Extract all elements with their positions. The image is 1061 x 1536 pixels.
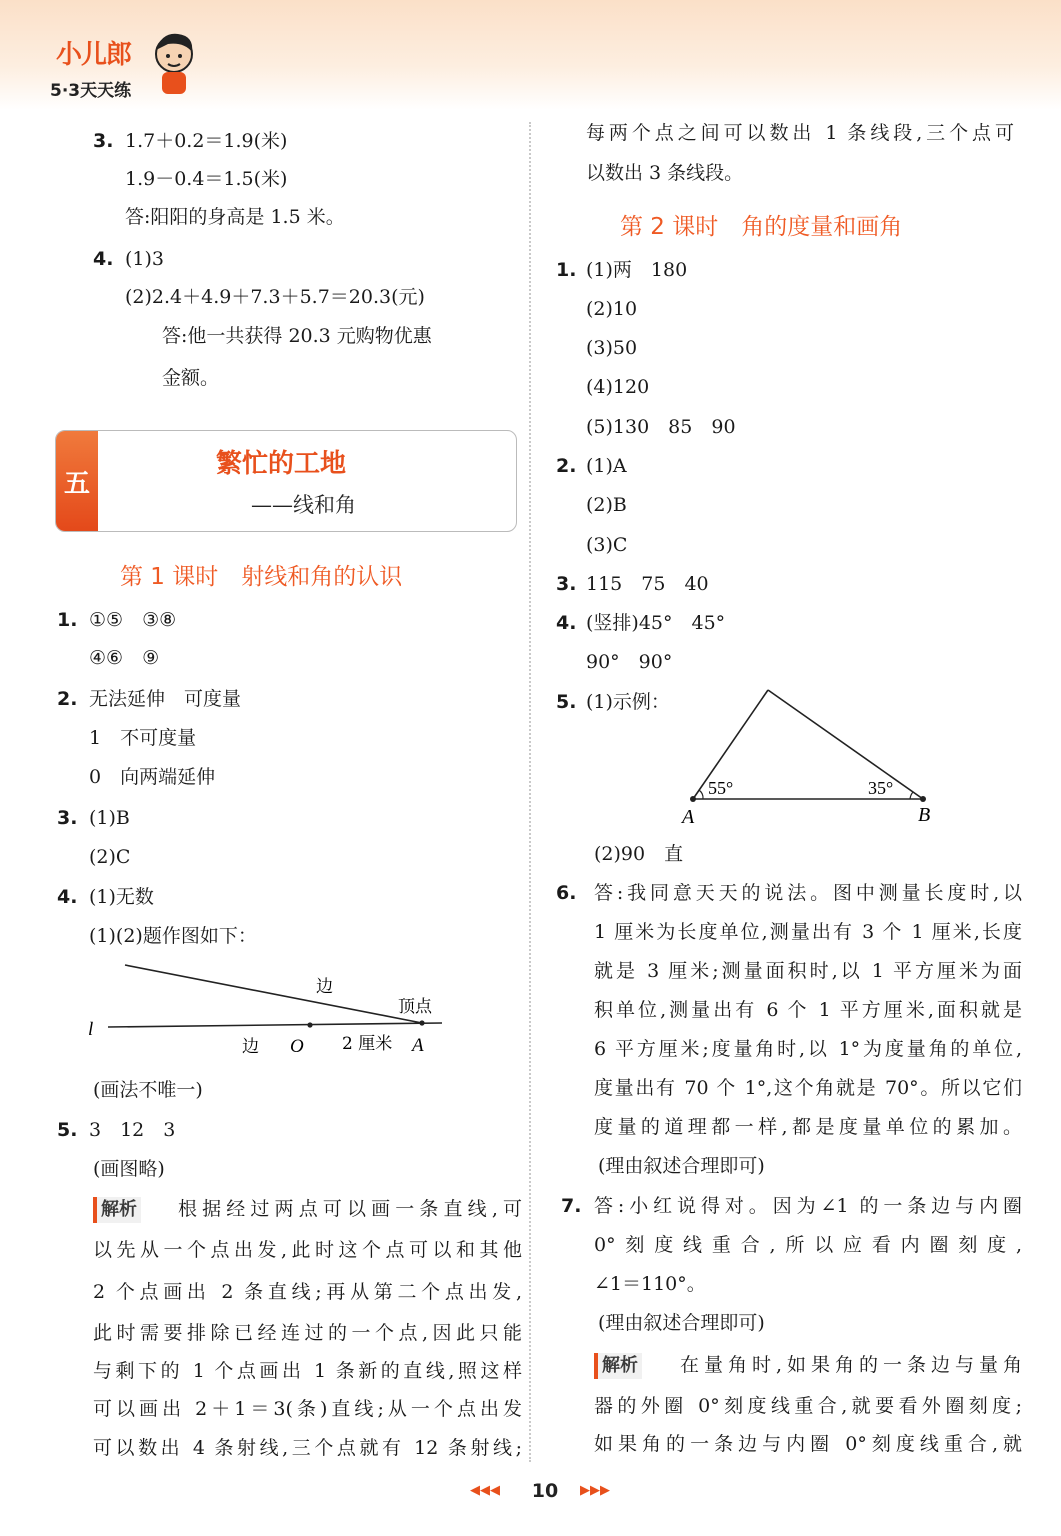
answer-line: (2)B (586, 494, 627, 516)
answer-line: 0 向两端延伸 (89, 766, 216, 788)
answer-note: (理由叙述合理即可) (598, 1312, 765, 1334)
triangle-figure (670, 680, 950, 835)
lesson-heading: 第 1 课时 射线和角的认识 (120, 564, 403, 590)
question-number: 5. (556, 691, 577, 713)
ray-angle-figure (80, 955, 460, 1065)
answer-line: 3 12 3 (89, 1119, 176, 1141)
answer-line: 90° 90° (586, 651, 673, 673)
edge-label: 边 (242, 1037, 259, 1057)
answer-line: 1.9－0.4＝1.5(米) (125, 168, 288, 190)
question-number: 4. (556, 612, 577, 634)
answer-line: 度量出有 70 个 1°,这个角就是 70°。所以它们 (594, 1077, 1022, 1099)
analysis-line: 与剩下的 1 个点画出 1 条新的直线,照这样 (93, 1360, 522, 1382)
answer-line: 0°刻度线重合,所以应看内圈刻度, (594, 1234, 1022, 1256)
answer-line: (4)120 (586, 376, 650, 398)
brand-series: 5·3天天练 (50, 81, 132, 101)
answer-line: (2)2.4＋4.9＋7.3＋5.7＝20.3(元) (125, 286, 425, 308)
question-number: 5. (57, 1119, 78, 1141)
page-arrows-left-icon: ◀◀◀ (470, 1483, 500, 1498)
edge-label: 边 (316, 977, 333, 997)
vertex-a: A (682, 806, 695, 828)
analysis-line: 可以数出 4 条射线,三个点就有 12 条射线; (93, 1437, 522, 1459)
answer-line: 答:小红说得对。因为∠1 的一条边与内圈 (594, 1195, 1022, 1217)
answer-line: 1 不可度量 (89, 727, 197, 749)
analysis-line: 如果角的一条边与内圈 0°刻度线重合,就 (594, 1433, 1022, 1455)
answer-line: (3)50 (586, 337, 638, 359)
question-number: 3. (556, 573, 577, 595)
answer-line: (1)A (586, 455, 627, 477)
page-number: 10 (531, 1480, 559, 1502)
answer-line: (1)(2)题作图如下： (89, 925, 257, 947)
question-number: 3. (93, 130, 114, 152)
answer-line: 答:我同意天天的说法。图中测量长度时,以 (594, 882, 1022, 904)
analysis-tag: 解析 (93, 1197, 141, 1223)
question-number: 6. (556, 882, 577, 904)
answer-note: (理由叙述合理即可) (598, 1155, 765, 1177)
analysis-line: 在量角时,如果角的一条边与量角 (680, 1354, 1022, 1376)
analysis-line: 可以画出 2＋1＝3(条)直线;从一个点出发 (93, 1398, 522, 1420)
vertex-label: 顶点 (398, 997, 432, 1017)
point-label-o: O (290, 1036, 304, 1057)
lesson-heading: 第 2 课时 角的度量和画角 (620, 214, 903, 240)
brand-logo (38, 30, 198, 110)
analysis-line: 器的外圈 0°刻度线重合,就要看外圈刻度; (594, 1395, 1022, 1417)
question-number: 7. (561, 1195, 582, 1217)
question-number: 1. (57, 609, 78, 631)
answer-line: 答:阳阳的身高是 1.5 米。 (125, 206, 345, 228)
answer-line: (3)C (586, 534, 628, 556)
line-label-l: l (88, 1019, 94, 1040)
answer-line: 6 平方厘米;度量角时,以 1°为度量角的单位, (594, 1038, 1022, 1060)
answer-line: (2)90 直 (594, 843, 684, 865)
answer-line: 金额。 (162, 367, 220, 389)
column-divider (529, 122, 531, 1462)
answer-line: 1.7＋0.2＝1.9(米) (125, 130, 288, 152)
unit-title: 繁忙的工地 (216, 449, 347, 479)
answer-line: 答:他一共获得 20.3 元购物优惠 (162, 325, 432, 347)
length-label: 2 厘米 (342, 1034, 393, 1054)
question-number: 4. (93, 248, 114, 270)
answer-line: (1)3 (125, 248, 165, 270)
vertex-b: B (918, 804, 931, 826)
analysis-line: 此时需要排除已经连过的一个点,因此只能 (93, 1322, 522, 1344)
analysis-line: 以先从一个点出发,此时这个点可以和其他 (93, 1239, 522, 1261)
answer-line: 度量的道理都一样,都是度量单位的累加。 (594, 1116, 1022, 1138)
answer-note: (画法不唯一) (93, 1079, 203, 1101)
answer-note: (画图略) (93, 1158, 165, 1180)
answer-line: (1)示例： (586, 691, 670, 713)
boy-mascot-icon (148, 30, 200, 96)
answer-line: 就是 3 厘米;测量面积时,以 1 平方厘米为面 (594, 960, 1022, 982)
answer-line: (1)两 180 (586, 259, 688, 281)
answer-line: (2)10 (586, 298, 638, 320)
analysis-line: 根据经过两点可以画一条直线,可 (178, 1198, 522, 1220)
answer-line: ∠1＝110°。 (594, 1273, 706, 1295)
answer-line: (2)C (89, 846, 131, 868)
answer-line: (5)130 85 90 (586, 416, 736, 438)
unit-banner (55, 430, 517, 532)
answer-line: ①⑤ ③⑧ (89, 609, 177, 631)
answer-line: (1)无数 (89, 886, 154, 908)
answer-line: (1)B (89, 807, 130, 829)
answer-line: 115 75 40 (586, 573, 709, 595)
answer-line: 1 厘米为长度单位,测量出有 3 个 1 厘米,长度 (594, 921, 1022, 943)
brand-title: 小儿郎 (56, 40, 132, 70)
answer-line: 无法延伸 可度量 (89, 688, 242, 710)
unit-subtitle: ——线和角 (251, 493, 356, 517)
answer-line: (竖排)45° 45° (586, 612, 726, 634)
question-number: 1. (556, 259, 577, 281)
answer-line: 积单位,测量出有 6 个 1 平方厘米,面积就是 (594, 999, 1022, 1021)
analysis-line: 2 个点画出 2 条直线;再从第二个点出发, (93, 1281, 522, 1303)
question-number: 2. (556, 455, 577, 477)
unit-number: 五 (56, 431, 98, 531)
question-number: 2. (57, 688, 78, 710)
answer-line: ④⑥ ⑨ (89, 647, 160, 669)
page-arrows-right-icon: ▶▶▶ (580, 1483, 610, 1498)
angle-label-a: 55° (708, 778, 734, 798)
angle-label-b: 35° (868, 778, 894, 798)
point-label-a: A (412, 1035, 424, 1056)
analysis-tag: 解析 (594, 1353, 642, 1379)
question-number: 4. (57, 886, 78, 908)
answer-line: 以数出 3 条线段。 (586, 162, 744, 184)
question-number: 3. (57, 807, 78, 829)
answer-line: 每两个点之间可以数出 1 条线段,三个点可 (586, 122, 1014, 144)
